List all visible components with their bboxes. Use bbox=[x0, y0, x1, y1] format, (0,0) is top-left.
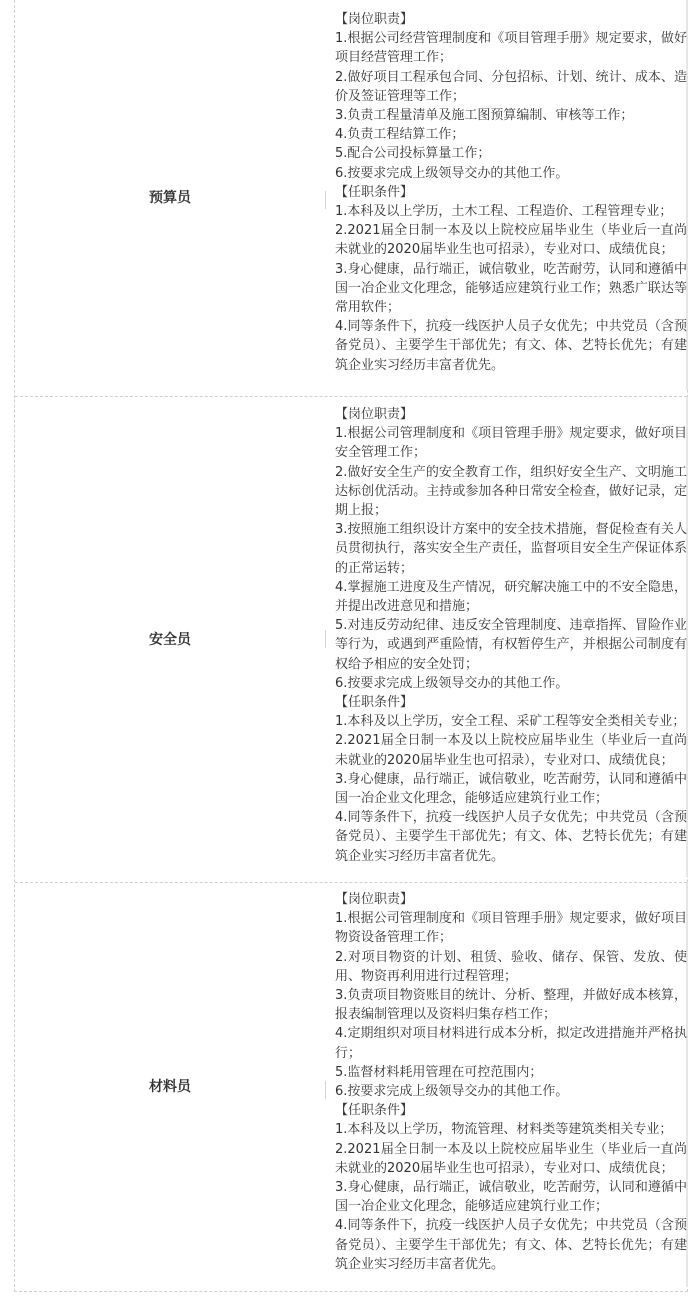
duty-item: 6.按要求完成上级领导交办的其他工作。 bbox=[335, 165, 569, 181]
duty-item: 2.做好安全生产的安全教育工作，组织好安全生产、文明施工达标创优活动。主持或参加各种日常安全检查，做好记录，定期上报； bbox=[335, 464, 687, 519]
duty-item: 4.负责工程结算工作； bbox=[335, 127, 465, 143]
duty-item: 5.配合公司投标算量工作； bbox=[335, 146, 491, 162]
duty-item: 5.监督材料耗用管理在可控范围内； bbox=[335, 1064, 543, 1080]
requirement-item: 3.身心健康，品行端正，诚信敬业，吃苦耐劳，认同和遵循中国一冶企业文化理念，能够适应建筑行业工作； bbox=[335, 1180, 687, 1215]
position-title: 材料员 bbox=[149, 1079, 191, 1095]
requirements-heading: 【任职条件】 bbox=[335, 184, 414, 200]
duty-item: 5.对违反劳动纪律、违反安全管理制度、违章指挥、冒险作业等行为，或遇到严重险情，有权暂停生产，并根据公司制度有权给予相应的安全处罚； bbox=[335, 618, 687, 672]
requirement-item: 4.同等条件下，抗疫一线医护人员子女优先；中共党员（含预备党员）、主要学生干部优先；有文、体、艺特长优先；有建筑企业实习经历丰富者优先。 bbox=[335, 319, 687, 373]
position-details bbox=[335, 890, 687, 1274]
duty-item: 3.负责工程量清单及施工图预算编制、审核等工作； bbox=[335, 108, 634, 124]
position-title-cell bbox=[15, 397, 325, 882]
position-title-cell bbox=[15, 883, 325, 1291]
requirement-item: 2.2021届全日制一本及以上院校应届毕业生（毕业后一直尚未就业的2020届毕业生也可招录），专业对口、成绩优良； bbox=[335, 733, 687, 768]
requirement-item: 3.身心健康，品行端正，诚信敬业，吃苦耐劳，认同和遵循中国一冶企业文化理念，能够适应建筑行业工作； bbox=[335, 771, 687, 807]
duty-item: 3.负责项目物资账目的统计、分析、整理，并做好成本核算，报表编制管理以及资料归集存档工作； bbox=[335, 988, 687, 1023]
cell-divider bbox=[325, 191, 326, 209]
requirement-item: 4.同等条件下，抗疫一线医护人员子女优先；中共党员（含预备党员）、主要学生干部优先；有文、体、艺特长优先；有建筑企业实习经历丰富者优先。 bbox=[335, 810, 687, 864]
duties-heading: 【岗位职责】 bbox=[335, 892, 414, 907]
position-details bbox=[335, 405, 687, 866]
cell-divider bbox=[325, 1081, 326, 1099]
duty-item: 1.根据公司经营管理制度和《项目管理手册》规定要求，做好项目经营管理工作； bbox=[335, 31, 687, 66]
duties-heading: 【岗位职责】 bbox=[335, 12, 414, 27]
recruitment-table bbox=[14, 0, 688, 1292]
position-row-budget bbox=[15, 0, 687, 396]
duty-item: 1.根据公司管理制度和《项目管理手册》规定要求，做好项目安全管理工作； bbox=[335, 426, 687, 461]
position-title: 预算员 bbox=[149, 190, 191, 206]
duty-item: 1.根据公司管理制度和《项目管理手册》规定要求，做好项目物资设备管理工作； bbox=[335, 911, 687, 946]
duty-item: 4.定期组织对项目材料进行成本分析，拟定改进措施并严格执行； bbox=[335, 1026, 687, 1061]
position-title: 安全员 bbox=[149, 631, 191, 648]
requirement-item: 4.同等条件下，抗疫一线医护人员子女优先；中共党员（含预备党员）、主要学生干部优先；有文、体、艺特长优先；有建筑企业实习经历丰富者优先。 bbox=[335, 1218, 687, 1272]
duty-item: 2.做好项目工程承包合同、分包招标、计划、统计、成本、造价及签证管理等工作； bbox=[335, 69, 687, 104]
duty-item: 3.按照施工组织设计方案中的安全技术措施，督促检查有关人员贯彻执行，落实安全生产责任，监督项目安全生产保证体系的正常运转； bbox=[335, 522, 687, 576]
requirements-heading: 【任职条件】 bbox=[335, 1103, 414, 1119]
duty-item: 2.对项目物资的计划、租赁、验收、储存、保管、发放、使用、物资再利用进行过程管理； bbox=[335, 949, 687, 984]
requirement-item: 2.2021届全日制一本及以上院校应届毕业生（毕业后一直尚未就业的2020届毕业生也可招录），专业对口、成绩优良； bbox=[335, 223, 687, 258]
requirement-item: 1.本科及以上学历，安全工程、采矿工程等安全类相关专业； bbox=[335, 714, 686, 730]
position-row-materials bbox=[15, 882, 687, 1291]
duties-heading: 【岗位职责】 bbox=[335, 407, 414, 422]
position-title-cell bbox=[15, 0, 325, 396]
requirement-item: 1.本科及以上学历，物流管理、材料类等建筑类相关专业； bbox=[335, 1122, 673, 1138]
duty-item: 4.掌握施工进度及生产情况，研究解决施工中的不安全隐患，并提出改进意见和措施； bbox=[335, 579, 687, 615]
duty-item: 6.按要求完成上级领导交办的其他工作。 bbox=[335, 1084, 569, 1100]
requirement-item: 3.身心健康，品行端正，诚信敬业，吃苦耐劳，认同和遵循中国一冶企业文化理念，能够适应建筑行业工作；熟悉广联达等常用软件； bbox=[335, 261, 687, 316]
position-row-safety bbox=[15, 396, 687, 882]
position-details bbox=[335, 10, 687, 375]
duty-item: 6.按要求完成上级领导交办的其他工作。 bbox=[335, 675, 569, 691]
requirement-item: 2.2021届全日制一本及以上院校应届毕业生（毕业后一直尚未就业的2020届毕业生也可招录），专业对口、成绩优良； bbox=[335, 1141, 687, 1176]
requirements-heading: 【任职条件】 bbox=[335, 695, 414, 711]
requirement-item: 1.本科及以上学历，土木工程、工程造价、工程管理专业； bbox=[335, 204, 673, 220]
cell-divider bbox=[325, 630, 326, 648]
